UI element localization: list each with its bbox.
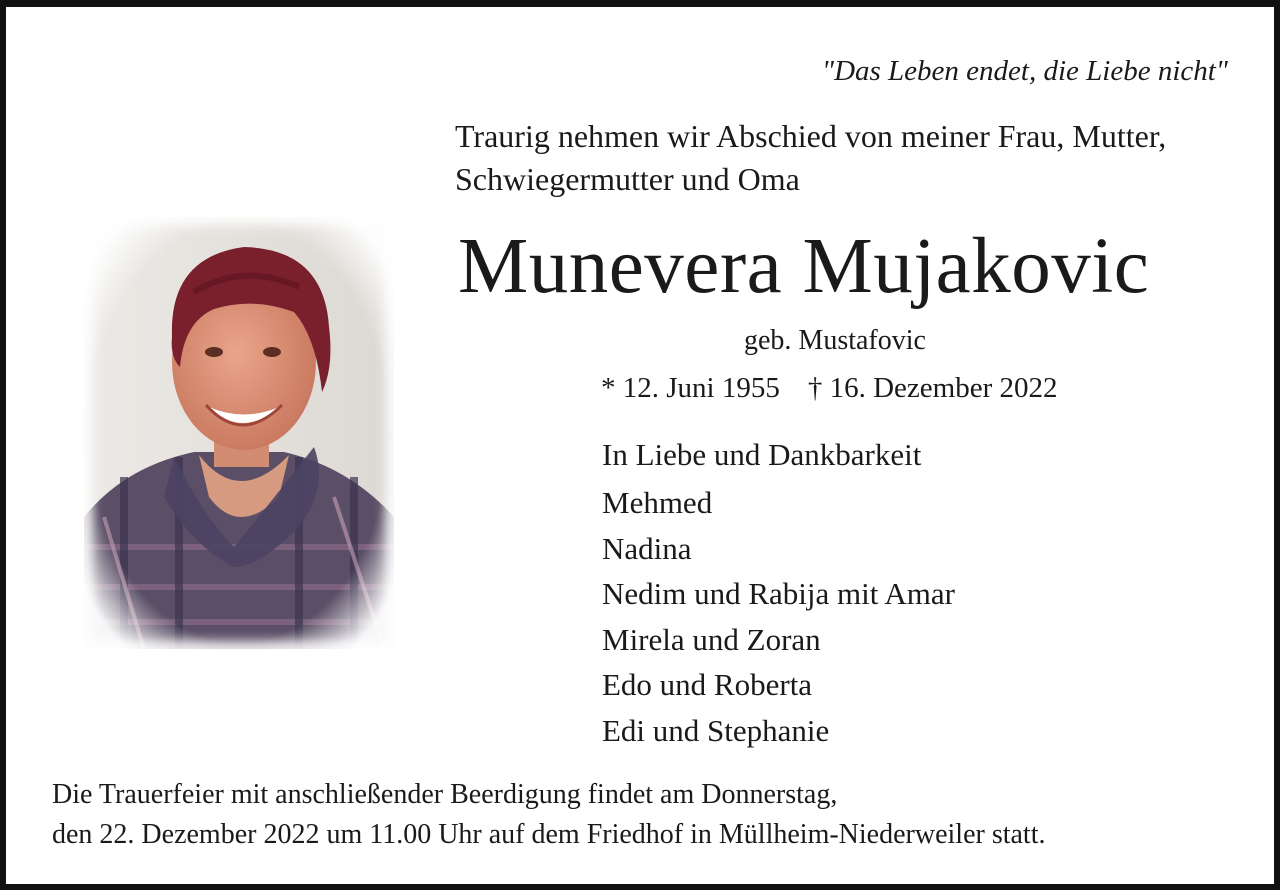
portrait-photo xyxy=(84,217,394,649)
motto-quote: "Das Leben endet, die Liebe nicht" xyxy=(821,55,1228,87)
deceased-name: Munevera Mujakovic xyxy=(458,223,1150,310)
funeral-notice xyxy=(52,775,1045,855)
mourner-name: Mehmed xyxy=(602,485,713,520)
intro-line-1: Traurig nehmen wir Abschied von meiner Frau, Mutter, xyxy=(455,118,1167,154)
funeral-line-1: Die Trauerfeier mit anschließender Beerdigung findet am Donnerstag, xyxy=(52,779,838,810)
intro-line-2: Schwiegermutter und Oma xyxy=(455,161,800,197)
intro-text xyxy=(455,115,1166,201)
death-date: † 16. Dezember 2022 xyxy=(807,372,1058,404)
mourners-list xyxy=(602,480,955,753)
mourners-heading: In Liebe und Dankbarkeit xyxy=(602,437,922,472)
life-dates xyxy=(601,372,1058,405)
mourner-name: Nadina xyxy=(602,530,692,566)
funeral-line-2: den 22. Dezember 2022 um 11.00 Uhr auf dem Friedhof in Müllheim-Niederweiler statt. xyxy=(52,819,1046,850)
mourners-block xyxy=(602,432,955,753)
birth-date: * 12. Juni 1955 xyxy=(601,372,780,404)
maiden-name: geb. Mustafovic xyxy=(744,325,926,356)
mourner-name: Edo und Roberta xyxy=(602,667,813,702)
mourner-name: Mirela und Zoran xyxy=(602,621,821,657)
mourner-name: Nedim und Rabija mit Amar xyxy=(602,576,956,611)
mourner-name: Edi und Stephanie xyxy=(602,712,830,748)
